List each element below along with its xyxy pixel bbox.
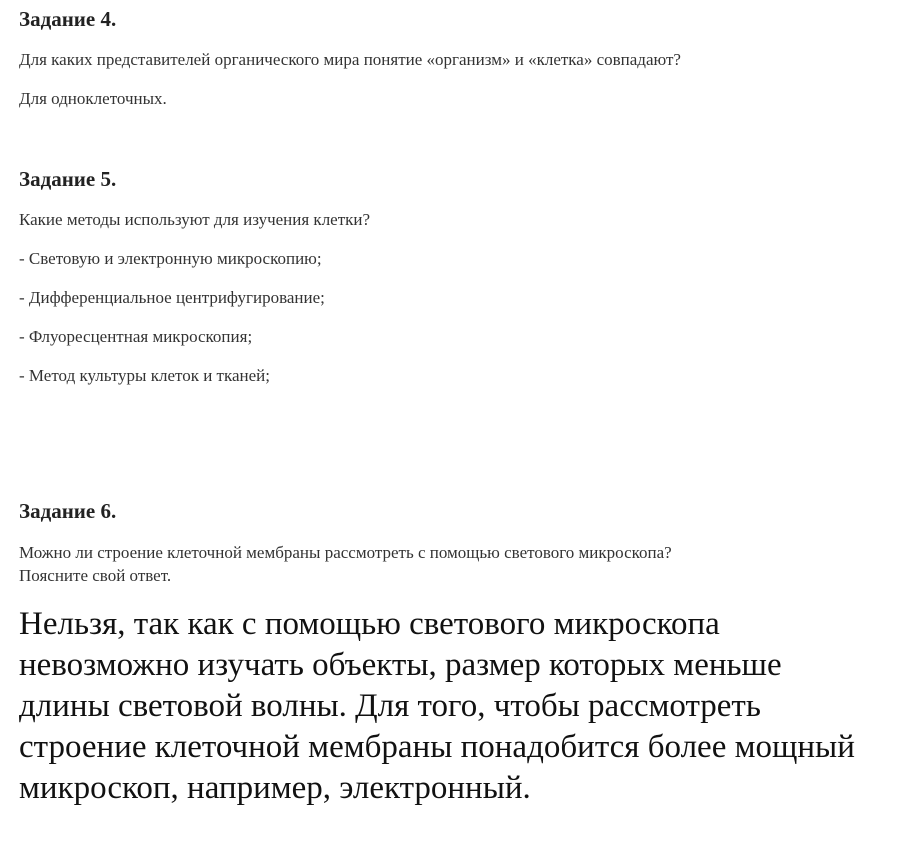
task-5-method-item: - Дифференциальное центрифугирование; [19, 288, 325, 307]
task-6-heading: Задание 6. [19, 499, 117, 523]
task-6-answer-line: строение клеточной мембраны понадобится более мощный [19, 729, 855, 765]
task-6-answer-line: микроскоп, например, электронный. [19, 770, 531, 806]
task-5-method-item: - Световую и электронную микроскопию; [19, 249, 322, 268]
task-6-question-line: Поясните свой ответ. [19, 566, 172, 585]
task-5-question: Какие методы используют для изучения клетки? [19, 210, 371, 229]
task-5-heading: Задание 5. [19, 167, 117, 191]
task-5-method-item: - Метод культуры клеток и тканей; [19, 366, 270, 385]
task-6-answer-line: длины световой волны. Для того, чтобы рассмотреть [19, 688, 761, 724]
task-6-question [19, 541, 672, 587]
task-6-question-line: Можно ли строение клеточной мембраны рассмотреть с помощью светового микроскопа? [19, 543, 672, 562]
task-6-answer [19, 604, 914, 809]
task-4-answer: Для одноклеточных. [19, 89, 167, 108]
task-6-answer-line: невозможно изучать объекты, размер которых меньше [19, 647, 782, 683]
task-6-answer-line: Нельзя, так как с помощью светового микроскопа [19, 606, 720, 642]
task-4-heading: Задание 4. [19, 7, 117, 31]
task-5-method-item: - Флуоресцентная микроскопия; [19, 327, 253, 346]
task-4-question: Для каких представителей органического мира понятие «организм» и «клетка» совпадают? [19, 50, 681, 69]
